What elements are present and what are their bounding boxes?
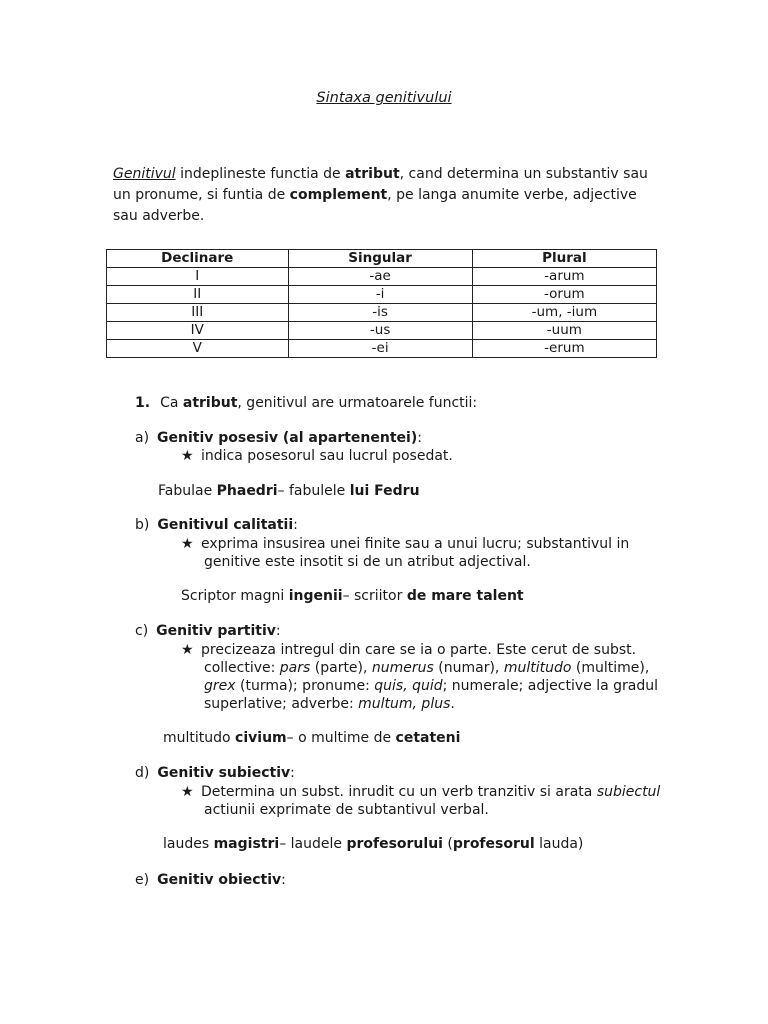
bullet-italic: grex: [204, 678, 236, 694]
point-1-bold: atribut: [182, 395, 238, 411]
bullet-italic: subiectul: [596, 784, 661, 800]
table-cell: -ae: [288, 268, 472, 286]
bullet-text: Determina un subst. inrudit cu un verb tranzitiv si arata: [201, 784, 597, 800]
example-bold: civium: [235, 730, 287, 746]
section-marker: a): [135, 430, 150, 446]
bullet-text: actiunii exprimate de subtantivul verbal.: [204, 802, 489, 818]
section-d-bullet: [181, 783, 660, 801]
example-text: laudes: [163, 836, 214, 852]
section-d-bullet-cont: [204, 801, 489, 819]
table-cell: II: [107, 286, 289, 304]
bullet-text: superlative; adverbe:: [204, 696, 359, 712]
table-header-row: [107, 250, 657, 268]
point-1-number: 1.: [135, 395, 151, 411]
bullet-italic: pars: [279, 660, 311, 676]
header-declinare: Declinare: [107, 250, 289, 268]
star-icon: ★: [181, 448, 194, 464]
star-icon: ★: [181, 784, 194, 800]
section-a-heading: [135, 429, 422, 447]
section-a-title: Genitiv posesiv (al apartenentei): [157, 430, 418, 446]
table-cell: I: [107, 268, 289, 286]
example-text: (: [442, 836, 453, 852]
table-row: [107, 268, 657, 286]
table-cell: IV: [107, 322, 289, 340]
example-text: Fabulae: [158, 483, 217, 499]
table-row: [107, 304, 657, 322]
header-singular: Singular: [288, 250, 472, 268]
table-cell: V: [107, 340, 289, 358]
section-c-bullet-l3: [204, 677, 658, 695]
bullet-text: collective:: [204, 660, 280, 676]
intro-text: , pe langa anumite verbe, adjective sau adverbe.: [113, 187, 637, 224]
section-marker: d): [135, 765, 150, 781]
section-a-bullet: [181, 447, 453, 465]
bullet-text: .: [450, 696, 455, 712]
section-c-title: Genitiv partitiv: [156, 623, 276, 639]
example-text: – scriitor: [342, 588, 407, 604]
star-icon: ★: [181, 536, 194, 552]
bullet-text: ; numerale; adjective la gradul: [442, 678, 658, 694]
table-cell: III: [107, 304, 289, 322]
colon: :: [417, 430, 422, 446]
example-text: – laudele: [279, 836, 347, 852]
section-b-heading: [135, 516, 298, 534]
table-cell: -uum: [472, 322, 656, 340]
table-cell: -us: [288, 322, 472, 340]
colon: :: [275, 623, 281, 639]
section-c-example: [163, 729, 460, 747]
bullet-text: (multime),: [571, 660, 650, 676]
bullet-text: (numar),: [433, 660, 504, 676]
point-1-text: , genitivul are urmatoarele functii:: [237, 395, 478, 411]
intro-text: , cand determina un substantiv sau un pronume, si funtia de: [113, 166, 648, 203]
section-b-example: [181, 587, 524, 605]
table-cell: -is: [288, 304, 472, 322]
intro-term: Genitivul: [113, 166, 176, 182]
header-plural: Plural: [472, 250, 656, 268]
intro-bold: complement: [289, 187, 388, 203]
section-d-title: Genitiv subiectiv: [157, 765, 291, 781]
section-e-heading: [135, 871, 286, 889]
bullet-italic: quis, quid: [374, 678, 443, 694]
section-c-bullet: [181, 641, 636, 659]
section-marker: e): [135, 872, 150, 888]
example-text: Scriptor magni: [181, 588, 289, 604]
bullet-text: precizeaza intregul din care se ia o parte. Este cerut de subst.: [201, 642, 637, 658]
table-cell: -um, -ium: [472, 304, 656, 322]
section-c-heading: [135, 622, 281, 640]
example-bold: cetateni: [395, 730, 461, 746]
section-b-title: Genitivul calitatii: [157, 517, 294, 533]
bullet-text: genitive este insotit si de un atribut adjectival.: [204, 554, 531, 570]
table-row: [107, 286, 657, 304]
section-e-title: Genitiv obiectiv: [157, 872, 282, 888]
declension-table: [106, 249, 657, 358]
table-cell: -i: [288, 286, 472, 304]
section-c-bullet-l4: [204, 695, 455, 713]
section-marker: c): [135, 623, 149, 639]
example-text: – o multime de: [286, 730, 396, 746]
example-bold: de mare talent: [406, 588, 524, 604]
table-cell: -orum: [472, 286, 656, 304]
table-cell: -ei: [288, 340, 472, 358]
bullet-text: exprima insusirea unei finite sau a unui lucru; substantivul in: [201, 536, 630, 552]
star-icon: ★: [181, 642, 194, 658]
table-row: [107, 340, 657, 358]
example-bold: lui Fedru: [349, 483, 420, 499]
section-d-example: [163, 835, 583, 853]
section-a-example: [158, 482, 420, 500]
bullet-italic: multum, plus: [358, 696, 451, 712]
example-bold: ingenii: [288, 588, 343, 604]
intro-text: indeplineste functia de: [175, 166, 346, 182]
bullet-italic: multitudo: [503, 660, 572, 676]
intro-bold: atribut: [345, 166, 400, 182]
section-marker: b): [135, 517, 150, 533]
section-d-heading: [135, 764, 295, 782]
example-bold: profesorului: [346, 836, 443, 852]
example-text: lauda): [534, 836, 584, 852]
table-cell: -arum: [472, 268, 656, 286]
table-row: [107, 322, 657, 340]
example-text: multitudo: [163, 730, 236, 746]
bullet-text: (turma); pronume:: [235, 678, 375, 694]
colon: :: [293, 517, 298, 533]
example-bold: magistri: [213, 836, 280, 852]
section-c-bullet-l2: [204, 659, 649, 677]
bullet-text: (parte),: [310, 660, 372, 676]
bullet-italic: numerus: [371, 660, 434, 676]
example-bold: Phaedri: [216, 483, 278, 499]
bullet-text: indica posesorul sau lucrul posedat.: [201, 448, 453, 464]
page-title: Sintaxa genitivului: [316, 90, 452, 106]
section-b-bullet: [181, 535, 629, 553]
colon: :: [290, 765, 295, 781]
example-bold: profesorul: [452, 836, 535, 852]
point-1-text: Ca: [160, 395, 183, 411]
table-cell: -erum: [472, 340, 656, 358]
section-b-bullet-cont: [204, 553, 531, 571]
point-1: [135, 394, 477, 412]
example-text: – fabulele: [277, 483, 350, 499]
intro-paragraph: [113, 164, 658, 227]
colon: :: [281, 872, 286, 888]
